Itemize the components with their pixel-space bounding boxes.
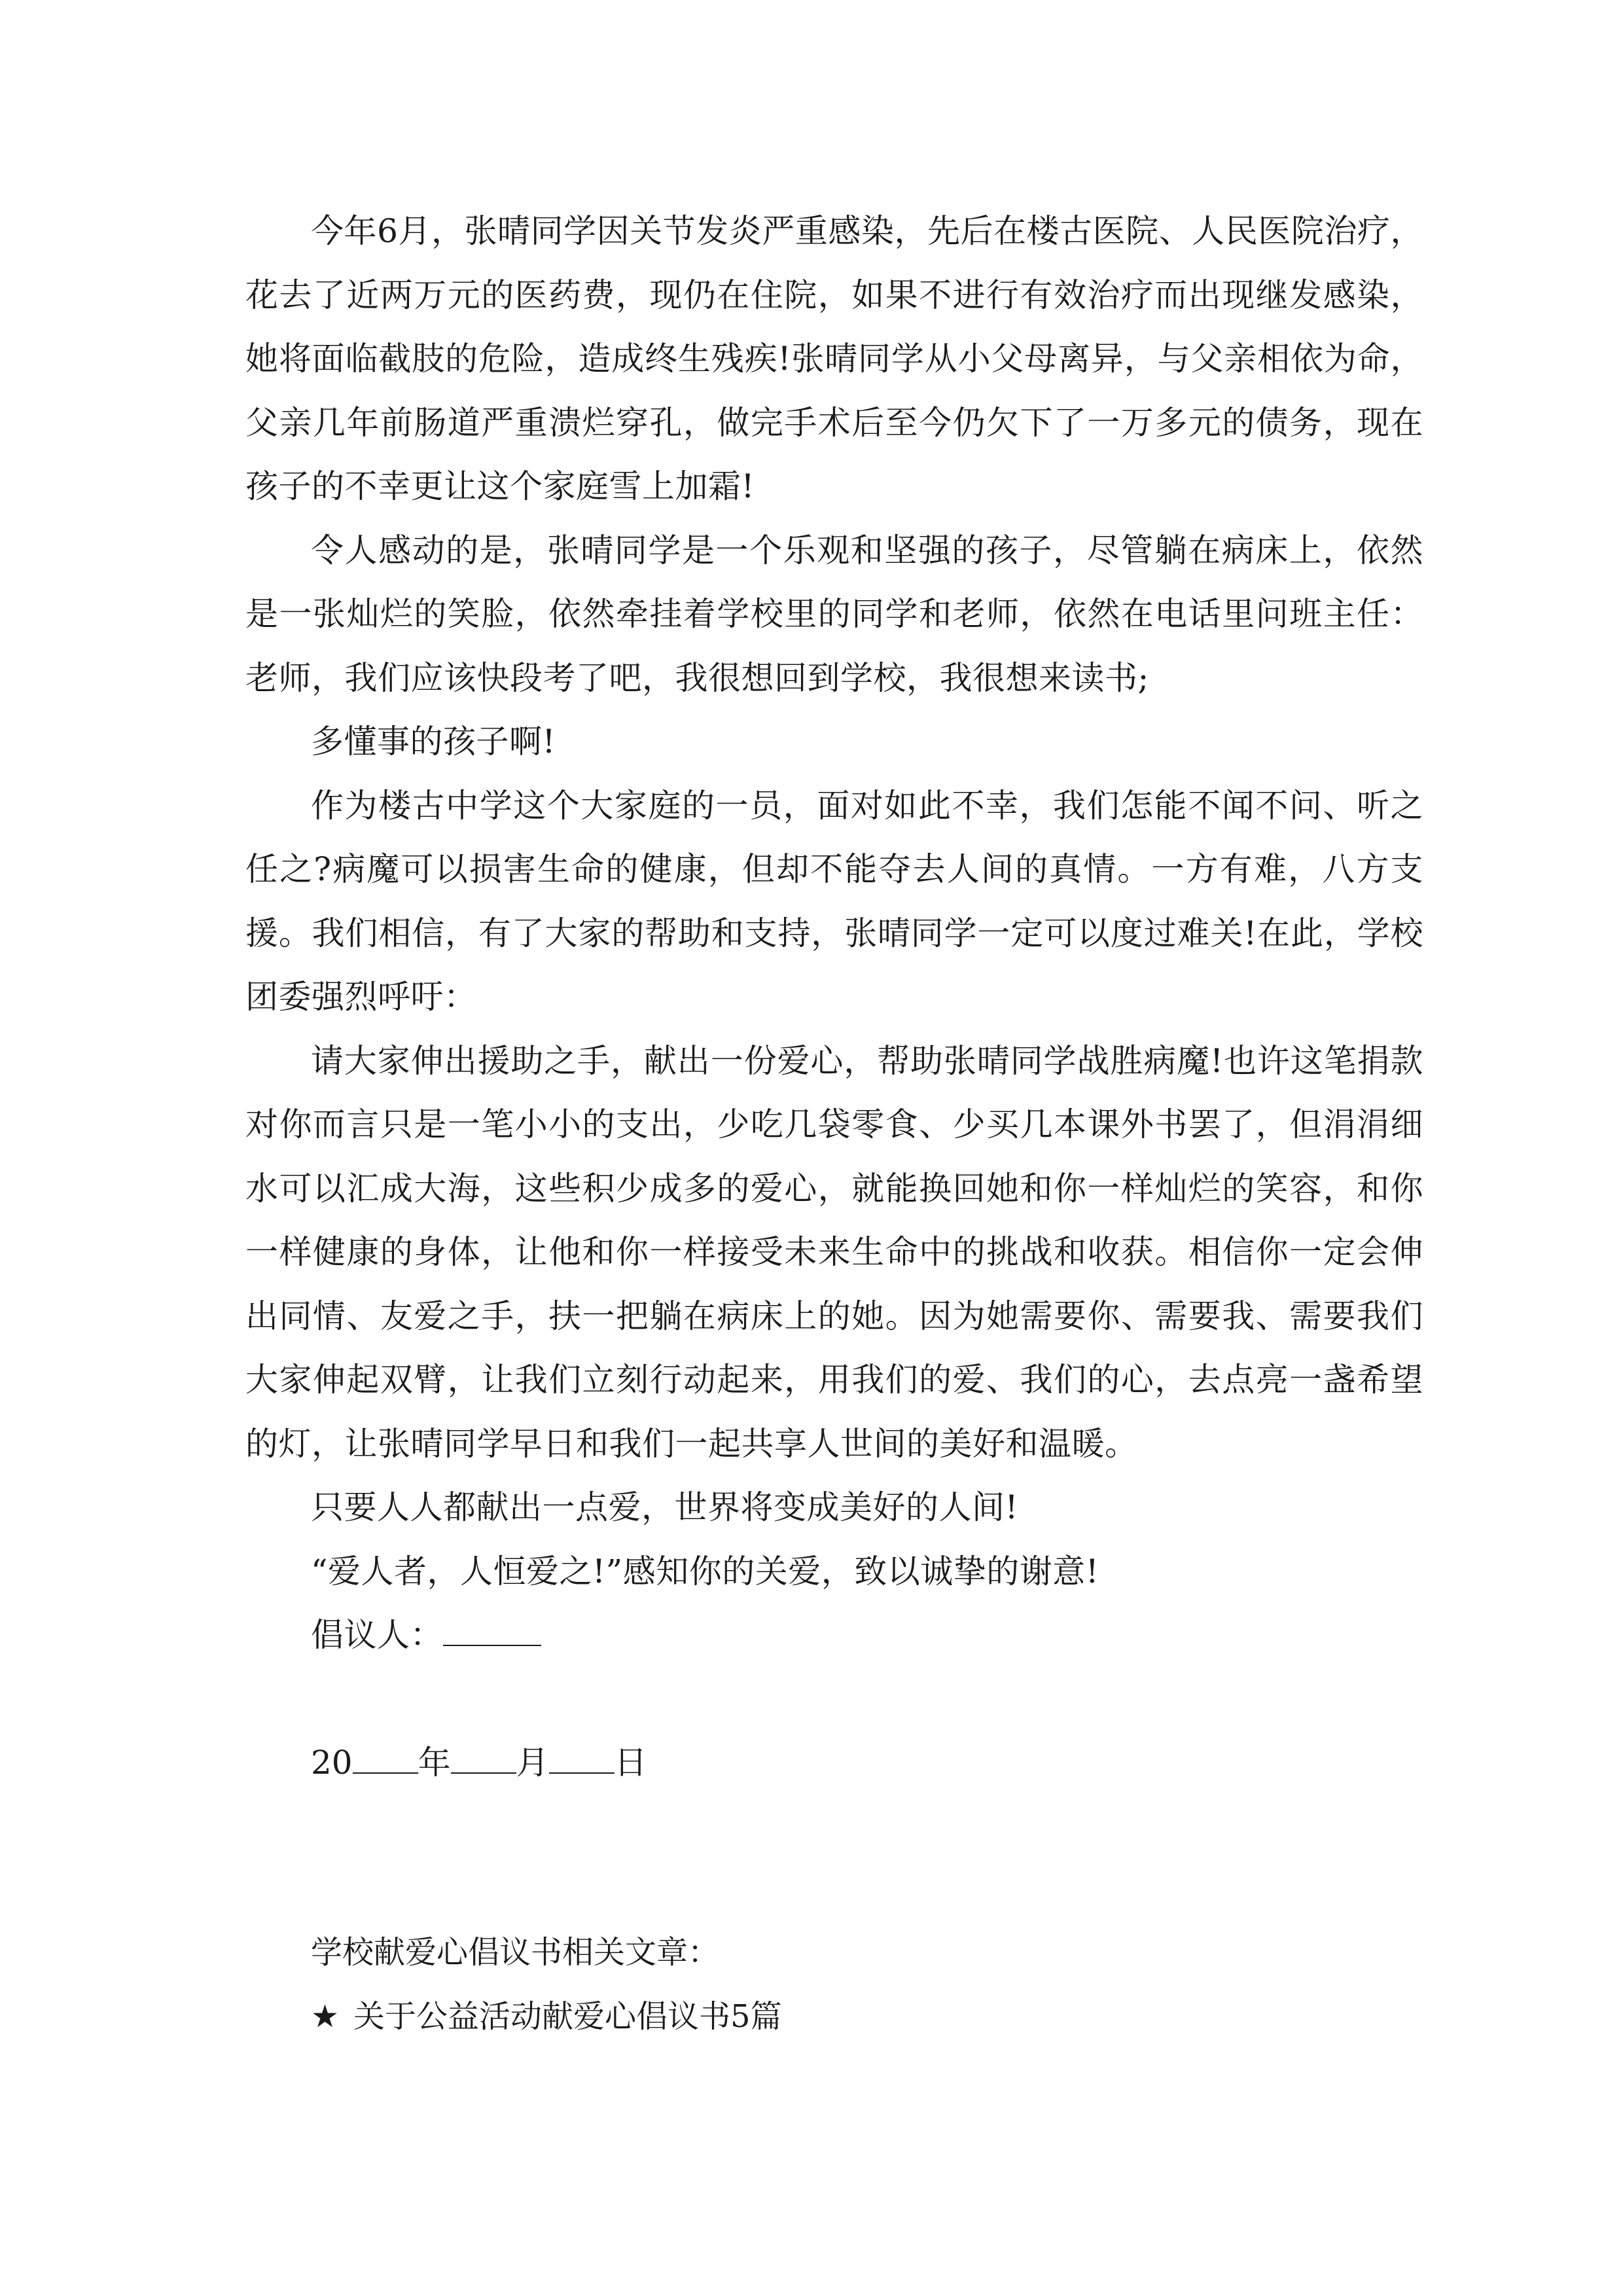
paragraph-illness: 今年6月，张晴同学因关节发炎严重感染，先后在楼古医院、人民医院治疗，花去了近两万元的医药费，现仍在住院，如果不进行有效治疗而出现继发感染，她将面临截肢的危险，造成终生残疾!张晴同学从小父母离异，与父亲相依为命，父亲几年前肠道严重溃烂穿孔，做完手术后至今仍欠下了一万多元的债务，现在孩子的不幸更让这个家庭雪上加霜! — [245, 212, 1423, 505]
date-year-prefix: 20 — [311, 1744, 353, 1782]
date-month-label: 月 — [516, 1744, 549, 1782]
signature-label: 倡议人： — [311, 1616, 443, 1654]
paragraph-optimism: 令人感动的是，张晴同学是一个乐观和坚强的孩子，尽管躺在病床上，依然是一张灿烂的笑脸，依然牵挂着学校里的同学和老师，依然在电话里问班主任：老师，我们应该快段考了吧，我很想回到学校，我很想来读书; — [245, 531, 1423, 697]
related-articles — [311, 1921, 782, 2049]
signature-blank — [443, 1611, 541, 1646]
date-line — [311, 1731, 647, 1795]
day-blank — [549, 1738, 615, 1774]
related-item-link[interactable] — [311, 1985, 782, 2049]
date-year-label: 年 — [418, 1744, 451, 1782]
paragraph-thanks: “爱人者，人恒爱之!”感知你的关爱，致以诚挚的谢意! — [311, 1552, 1099, 1590]
month-blank — [451, 1738, 516, 1774]
star-icon: ★ — [311, 1998, 340, 2035]
date-day-label: 日 — [614, 1744, 647, 1782]
related-heading: 学校献爱心倡议书相关文章： — [311, 1934, 720, 1971]
related-item-title[interactable]: 关于公益活动献爱心倡议书5篇 — [353, 1998, 782, 2035]
paragraph-exclamation: 多懂事的孩子啊! — [311, 723, 556, 761]
letter-body — [245, 200, 1423, 1668]
paragraph-love: 只要人人都献出一点爱，世界将变成美好的人间! — [311, 1488, 1019, 1526]
paragraph-appeal-intro: 作为楼古中学这个大家庭的一员，面对如此不幸，我们怎能不闻不问、听之任之?病魔可以损害生命的健康，但却不能夺去人间的真情。一方有难，八方支援。我们相信，有了大家的帮助和支持，张晴同学一定可以度过难关!在此，学校团委强烈呼吁： — [245, 786, 1423, 1016]
year-blank — [353, 1738, 418, 1774]
paragraph-appeal: 请大家伸出援助之手，献出一份爱心，帮助张晴同学战胜病魔!也许这笔捐款对你而言只是一笔小小的支出，少吃几袋零食、少买几本课外书罢了，但涓涓细水可以汇成大海，这些积少成多的爱心，就能换回她和你一样灿烂的笑容，和你一样健康的身体，让他和你一样接受未来生命中的挑战和收获。相信你一定会伸出同情、友爱之手，扶一把躺在病床上的她。因为她需要你、需要我、需要我们大家伸起双臂，让我们立刻行动起来，用我们的爱、我们的心，去点亮一盏希望的灯，让张晴同学早日和我们一起共享人世间的美好和温暖。 — [245, 1041, 1423, 1463]
signature-line — [245, 1604, 1423, 1668]
